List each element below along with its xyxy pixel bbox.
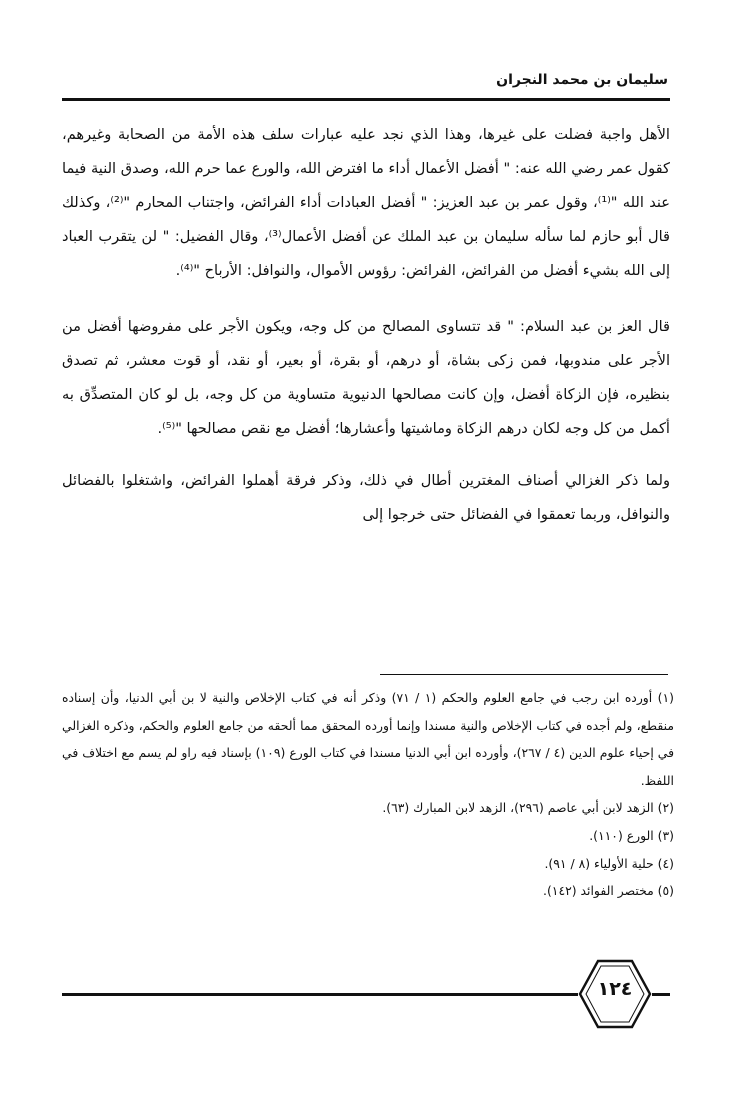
footnote: (١) أورده ابن رجب في جامع العلوم والحكم (١ / ٧١) وذكر أنه في كتاب الإخلاص والنية لا بن أبي الدنيا، وأن إسناده منقطع، ولم أجده في كتاب الإخلاص والنية مسندا وإنما أورده المحقق مما ألحقه من جامع العلوم والحكم، وذكره الغزالي في إحياء علوم الدين (٤ / ٢٦٧)، وأورده ابن أبي الدنيا مسندا في كتاب الورع (١٠٩) بإسناد فيه راو لم يسم مع اختلاف في اللفظ. <box>62 690 675 788</box>
footnote: (٢) الزهد لابن أبي عاصم (٢٩٦)، الزهد لابن المبارك (٦٣). <box>382 800 674 816</box>
header-rule <box>62 98 670 101</box>
footnote: (٣) الورع (١١٠). <box>589 827 674 843</box>
footer-rule-left <box>62 993 578 996</box>
footnote: (٤) حلية الأولياء (٨ / ٩١). <box>544 855 674 871</box>
paragraph: قال العز بن عبد السلام: " قد تتساوى المصالح من كل وجه، ويكون الأجر على مفروضها أفضل من الأجر على مندوبها، فمن زكى بشاة، أو درهم، أو بقرة، أو بعير، أو نقد، أو قوت معشر، ثم تصدق بنظيره، فإن الزكاة أفضل، وإن كانت مصالحها الدنيوية متساوية من كل وجه، بل لو كان المتصدِّق به أكمل من كل وجه لكان درهم الزكاة وماشيتها وأعشارها؛ أفضل مع نقص مصالحها "⁽⁵⁾. <box>62 318 670 437</box>
page-number: ١٢٤ <box>597 978 633 1000</box>
footnote-separator <box>380 674 668 675</box>
running-header-author: سليمان بن محمد النجران <box>496 72 668 88</box>
main-text <box>62 118 670 532</box>
paragraph: الأهل واجبة فضلت على غيرها، وهذا الذي نجد عليه عبارات سلف هذه الأمة من الصحابة وغيرهم، كقول عمر رضي الله عنه: " أفضل الأعمال أداء ما افترض الله، والورع عما حرم الله، وصدق النية فيما عند الله "⁽¹⁾، وقول عمر بن عبد العزيز: " أفضل العبادات أداء الفرائض، واجتناب المحارم "⁽²⁾، وكذلك قال أبو حازم لما سأله سليمان بن عبد الملك عن أفضل الأعمال⁽³⁾، وقال الفضيل: " لن يتقرب العباد إلى الله بشيء أفضل من الفرائض، الفرائض: رؤوس الأموال، والنوافل: الأرباح "⁽⁴⁾. <box>62 126 670 279</box>
footnote: (٥) مختصر الفوائد (١٤٢). <box>543 883 674 899</box>
footnotes <box>62 684 674 905</box>
paragraph: ولما ذكر الغزالي أصناف المغترين أطال في ذلك، وذكر فرقة أهملوا الفرائض، واشتغلوا بالفضائل والنوافل، وربما تعمقوا في الفضائل حتى خرجوا إلى <box>62 472 670 523</box>
footer-rule-right <box>652 993 670 996</box>
